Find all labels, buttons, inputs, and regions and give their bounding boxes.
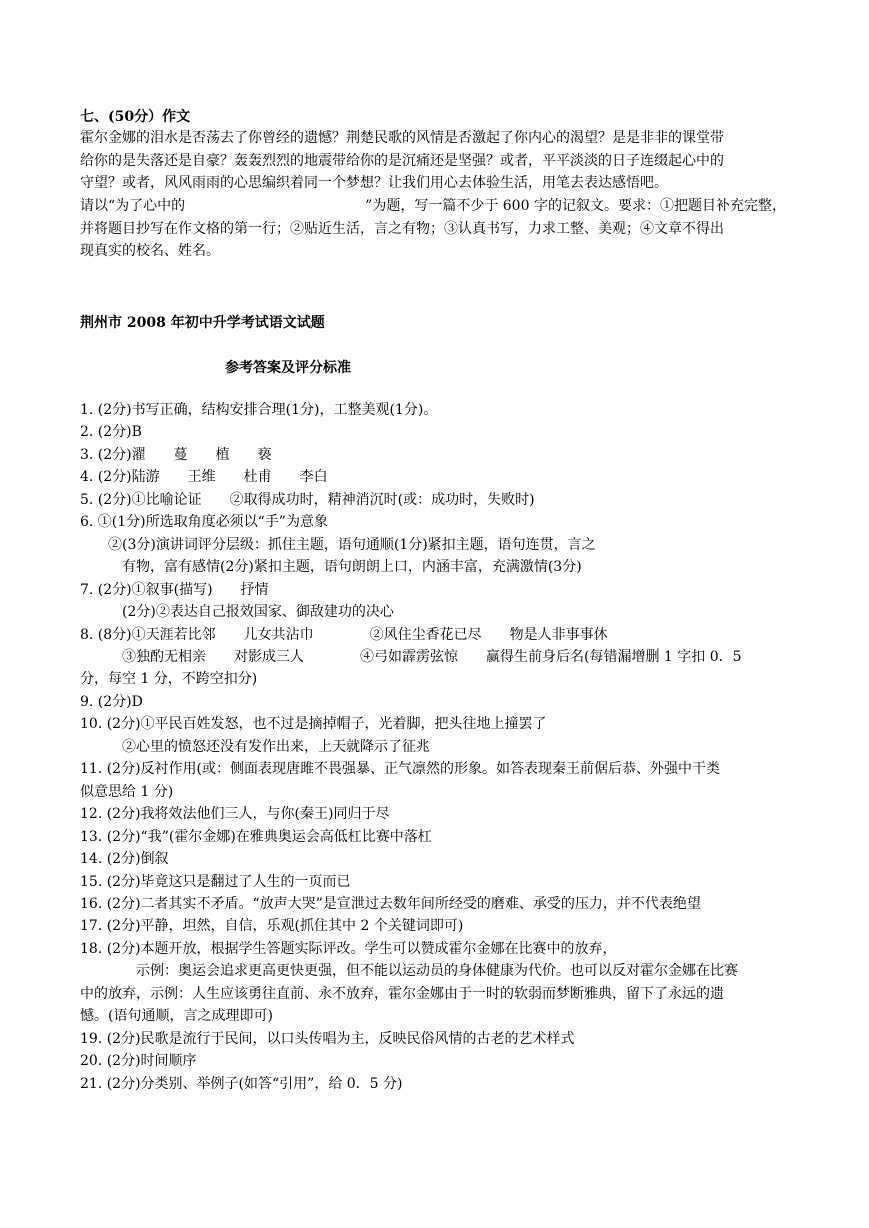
answers-subtitle: 参考答案及评分标准: [225, 360, 351, 376]
answer-line: 20. (2分)时间顺序: [80, 1053, 197, 1069]
answer-line: 12. (2分)我将效法他们三人，与你(秦王)同归于尽: [80, 806, 390, 823]
prompt-line: 守望？或者，风风雨雨的心思编织着同一个梦想？让我们用心去体验生活，用笔去表达感悟吧。: [80, 175, 668, 191]
answer-line: 7. (2分)①叙事(描写) 抒情: [80, 581, 269, 598]
answer-line: ②心里的愤怒还没有发作出来，上天就降示了征兆: [80, 738, 430, 755]
answer-line: 5. (2分)①比喻论证 ②取得成功时，精神消沉时(或：成功时，失败时): [80, 491, 535, 508]
request-text-a: 请以“为了心中的: [80, 198, 186, 214]
answer-line: 14. (2分)倒叙: [80, 851, 169, 867]
answer-line: 示例：奥运会追求更高更快更强，但不能以运动员的身体健康为代价。也可以反对霍尔金娜在比赛: [80, 963, 738, 980]
answer-line: 1. (2分)书写正确，结构安排合理(1分)，工整美观(1分)。: [80, 402, 438, 418]
answer-line: 21. (2分)分类别、举例子(如答“引用”，给 0．5 分): [80, 1075, 403, 1092]
answer-line: 憾。(语句通顺，言之成理即可): [80, 1008, 273, 1025]
prompt-line: 给你的是失落还是自豪？轰轰烈烈的地震带给你的是沉痛还是坚强？或者，平平淡淡的日子连缀起心中的: [80, 153, 724, 169]
request-line: 现真实的校名、姓名。: [80, 243, 220, 259]
answer-line: 4. (2分)陆游 王维 杜甫 李白: [80, 469, 328, 486]
exam-title: 荆州市 2008 年初中升学考试语文试题: [80, 315, 325, 331]
answer-line: 17. (2分)平静，坦然，自信，乐观(抓住其中 2 个关键词即可): [80, 918, 464, 935]
answer-line: 15. (2分)毕竟这只是翻过了人生的一页而已: [80, 873, 351, 890]
answer-line: 10. (2分)①平民百姓发怒，也不过是摘掉帽子，光着脚，把头往地上撞罢了: [80, 716, 547, 733]
answer-line: 16. (2分)二者其实不矛盾。“放声大哭”是宣泄过去数年间所经受的磨难、承受的压力，并不代表绝望: [80, 895, 701, 912]
answer-line: 19. (2分)民歌是流行于民间，以口头传唱为主，反映民俗风情的古老的艺术样式: [80, 1030, 575, 1047]
request-line: [80, 195, 792, 217]
request-line: 并将题目抄写在作文格的第一行；②贴近生活，言之有物；③认真书写，力求工整、美观；④文章不得出: [80, 221, 724, 237]
answer-line: 18. (2分)本题开放，根据学生答题实际评改。学生可以赞成霍尔金娜在比赛中的放弃，: [80, 940, 617, 957]
answer-line: 3. (2分)濯 蔓 植 亵: [80, 446, 272, 463]
answer-line: 6. ①(1分)所选取角度必须以“手”为意象: [80, 514, 328, 531]
answer-line: (2分)②表达自己报效国家、御敌建功的决心: [80, 604, 394, 620]
request-text-b: ”为题，写一篇不少于 600 字的记叙文。要求：①把题目补充完整，: [365, 198, 786, 214]
answer-line: 分，每空 1 分，不跨空扣分): [80, 671, 258, 688]
answer-line: 似意思给 1 分): [80, 783, 174, 800]
answer-line: ③独酌无相亲 对影成三人 ④弓如霹雳弦惊 赢得生前身后名(每错漏增删 1 字扣 0．5: [80, 649, 742, 665]
answer-line: 有物，富有感情(2分)紧扣主题，语句朗朗上口，内涵丰富，充满激情(3分): [80, 559, 582, 576]
answer-line: 9. (2分)D: [80, 693, 143, 710]
answer-line: ②(3分)演讲词评分层级：抓住主题，语句通顺(1分)紧扣主题，语句连贯，言之: [80, 536, 596, 553]
answer-line: 2. (2分)B: [80, 424, 142, 441]
answer-line: 11. (2分)反衬作用(或：侧面表现唐雎不畏强暴、正气凛然的形象。如答表现秦王前倨后恭、外强中干类: [80, 761, 721, 778]
answer-line: 中的放弃，示例：人生应该勇往直前、永不放弃，霍尔金娜由于一时的软弱而梦断雅典，留下了永远的遗: [80, 985, 724, 1002]
answer-line: 13. (2分)“我”(霍尔金娜)在雅典奥运会高低杠比赛中落杠: [80, 828, 432, 845]
prompt-line: 霍尔金娜的泪水是否荡去了你曾经的遗憾？荆楚民歌的风情是否激起了你内心的渴望？是是非非的课堂带: [80, 130, 724, 146]
section7-heading: 七、(50分）作文: [80, 109, 191, 125]
answer-line: 8. (8分)①天涯若比邻 儿女共沾巾 ②风住尘香花已尽 物是人非事事休: [80, 626, 608, 643]
